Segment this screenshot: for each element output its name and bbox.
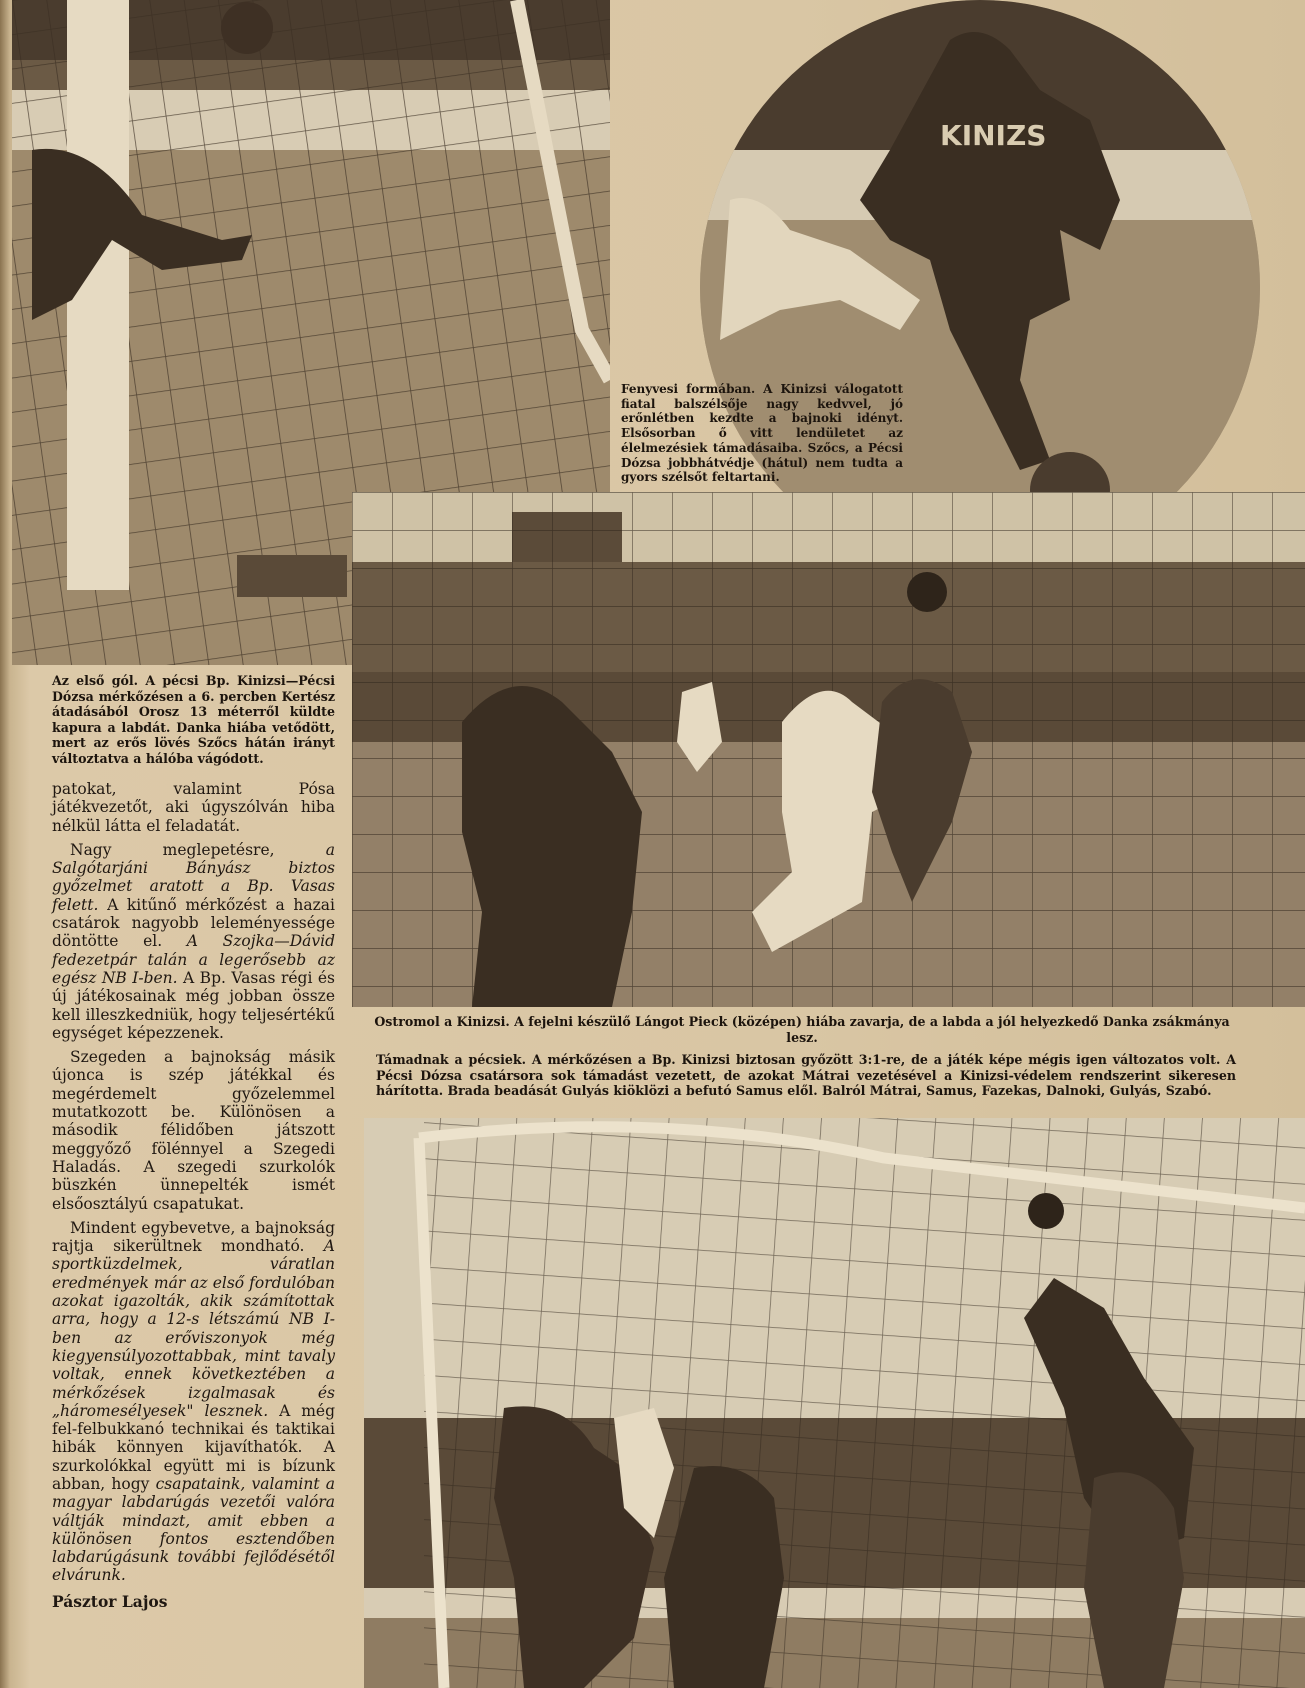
caption-fenyvesi [621,382,903,485]
caption-first-goal [52,673,335,766]
photo-tamadnak [364,1118,1305,1688]
article-author: Pásztor Lajos [52,1591,168,1611]
photo-ostromol-image [352,492,1305,1007]
photo-tamadnak-image [364,1118,1305,1688]
article-p4-d: csapataink, valamint a magyar labdarúgás vezetői valóra váltják mindazt, amit ebben a különösen fontos esztendőben labdarúgásunk további fejlődésétől elvárunk. [52,1474,335,1585]
caption-ostromol [372,1014,1232,1045]
caption-tamadnak-text: Támadnak a pécsiek. A mérkőzésen a Bp. Kinizsi biztosan győzött 3:1-re, de a játék képe mégis igen változatos volt. A Pécsi Dózsa csatársora sok támadást vezetett, de azokat Mátrai vezetésével a Kinizsi-védelem rendszerint sikeresen hárította. Brada beadását Gulyás kiöklözi a befutó Samus elől. Balról Mátrai, Samus, Fazekas, Dalnoki, Gulyás, Szabó. [376,1052,1236,1098]
article-column [52,780,335,1617]
caption-tamadnak [376,1052,1236,1099]
jersey-lettering: KINIZS [940,119,1047,152]
caption-ostromol-text: Ostromol a Kinizsi. A fejelni készülő Lángot Pieck (középen) hiába zavarja, de a labda a jól helyezkedő Danka zsákmánya lesz. [374,1014,1230,1045]
photo-fenyvesi-image [700,0,1260,575]
article-p2-b: a Salgótarjáni Bányász biztos győzelmet aratott a Bp. Vasas felett. [52,840,335,914]
caption-first-goal-text: Az első gól. A pécsi Bp. Kinizsi—Pécsi Dózsa mérkőzésen a 6. percben Kertész átadásából Orosz 13 méterről küldte kapura a labdát. Danka hiába vetődött, mert az erős lövés Szőcs hátán irányt változtatva a hálóba vágódott. [52,673,335,766]
photo-ostromol [352,492,1305,1007]
photo-fenyvesi [700,0,1260,575]
article-p4-c: A még fel-felbukkanó technikai és taktikai hibák könnyen kijavíthatók. A szurkolókkal együtt mi is bízunk abban, hogy [52,1401,335,1493]
article-paragraph-2 [52,841,335,1042]
article-p4-b: A sportküzdelmek, váratlan eredmények már az első fordulóban azokat igazolták, akik számítottak arra, hogy a 12-s létszámú NB I-ben az erőviszonyok még kiegyensúlyozottabbak, mint tavaly voltak, ennek következtében a mérkőzések izgalmasak és „háromesélyesek" lesznek. [52,1237,335,1420]
article-paragraph-3: Szegeden a bajnokság másik újonca is szép játékkal és megérdemelt győzelemmel mutatkozott be. Különösen a második félidőben játszott meggyőző fölénnyel a Szegedi Haladás. A szegedi szurkolók büszkén ünnepelték ismét elsőosztályú csapatukat. [52,1048,335,1213]
article-p2-c: A kitűnő mérkőzést a hazai csatárok nagyobb leleményessége döntötte el. [52,895,335,951]
article-paragraph-4 [52,1219,335,1585]
article-p2-d: A Szojka—Dávid fedezetpár talán a legerősebb az egész NB I-ben. [52,932,336,987]
article-p2-e: A Bp. Vasas régi és új játékosainak még jobban össze kell illeszkedniük, hogy teljesértékű egységet képezzenek. [52,968,335,1042]
article-paragraph-1: patokat, valamint Pósa játékvezetőt, aki úgyszólván hiba nélkül látta el feladatát. [52,780,335,835]
article-p2-a: Nagy meglepetésre, [70,840,326,859]
caption-fenyvesi-text: Fenyvesi formában. A Kinizsi válogatott fiatal balszélsője nagy kedvvel, jó erőnlétben kezdte a bajnoki idényt. Elsősorban ő vitt lendületet az élelmezésiek támadásaiba. Szőcs, a Pécsi Dózsa jobbhátvédje (hátul) nem tudta a gyors szélsőt feltartani. [621,382,903,485]
article-p4-a: Mindent egybevetve, a bajnokság rajtja sikerültnek mondható. [52,1218,335,1256]
